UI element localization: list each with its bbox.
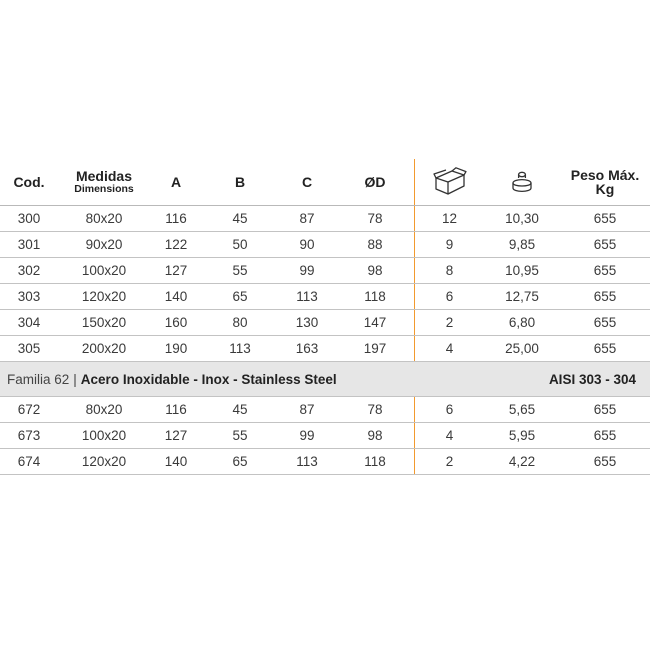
rows-group-b (0, 397, 650, 475)
cell-od: 118 (364, 454, 386, 469)
cell-medidas: 100x20 (81, 428, 127, 443)
cell-b: 45 (232, 211, 248, 226)
col-units (414, 159, 484, 205)
cell-medidas: 100x20 (81, 263, 127, 278)
cell-cod: 303 (17, 289, 41, 304)
cell-units: 9 (414, 232, 484, 257)
cell-cod: 305 (17, 341, 41, 356)
cell-a: 160 (164, 315, 188, 330)
cell-od: 88 (367, 237, 383, 252)
cell-a: 116 (165, 211, 187, 226)
cell-od: 147 (363, 315, 387, 330)
family-material: Acero Inoxidable - Inox - Stainless Steel (80, 371, 337, 387)
cell-medidas: 200x20 (81, 341, 127, 356)
cell-peso: 655 (593, 454, 617, 469)
cell-od: 98 (367, 428, 383, 443)
cell-weight: 6,80 (508, 315, 536, 330)
cell-a: 116 (165, 402, 187, 417)
col-c: C (301, 174, 313, 190)
cell-units: 4 (414, 423, 484, 448)
cell-weight: 4,22 (508, 454, 536, 469)
col-peso: Peso Máx. Kg (570, 167, 640, 197)
cell-peso: 655 (593, 402, 617, 417)
cell-c: 130 (295, 315, 319, 330)
cell-medidas: 120x20 (81, 289, 127, 304)
col-medidas (58, 169, 150, 195)
cell-b: 113 (229, 341, 251, 356)
cell-b: 80 (232, 315, 248, 330)
cell-peso: 655 (593, 428, 617, 443)
cell-peso: 655 (593, 237, 617, 252)
cell-c: 99 (299, 263, 315, 278)
cell-cod: 302 (17, 263, 41, 278)
cell-cod: 674 (17, 454, 41, 469)
cell-a: 122 (164, 237, 188, 252)
cell-od: 78 (367, 402, 383, 417)
table-row (0, 258, 650, 284)
cell-b: 45 (232, 402, 248, 417)
cell-c: 87 (299, 402, 315, 417)
col-cod: Cod. (13, 174, 45, 190)
col-od: ØD (364, 174, 386, 190)
cell-units: 2 (414, 449, 484, 474)
cell-peso: 655 (593, 263, 617, 278)
cell-medidas: 90x20 (85, 237, 123, 252)
cell-weight: 5,65 (508, 402, 536, 417)
cell-a: 190 (164, 341, 188, 356)
cell-units: 6 (414, 397, 484, 422)
family-info (7, 372, 337, 387)
cell-cod: 672 (17, 402, 41, 417)
cell-medidas: 80x20 (85, 402, 123, 417)
cell-medidas: 120x20 (81, 454, 127, 469)
cell-units: 4 (414, 336, 484, 361)
table-row (0, 284, 650, 310)
cell-weight: 25,00 (505, 341, 539, 356)
col-dimensions-label: Dimensions (74, 183, 134, 195)
cell-weight: 10,30 (505, 211, 539, 226)
cell-units: 12 (414, 206, 484, 231)
box-icon (433, 167, 467, 197)
table-header (0, 159, 650, 206)
cell-weight: 12,75 (505, 289, 539, 304)
cell-c: 113 (296, 289, 318, 304)
cell-od: 118 (364, 289, 386, 304)
cell-cod: 673 (17, 428, 41, 443)
cell-medidas: 150x20 (81, 315, 127, 330)
cell-c: 90 (299, 237, 315, 252)
table-row (0, 206, 650, 232)
col-b: B (234, 174, 246, 190)
cell-od: 78 (367, 211, 383, 226)
family-grade: AISI 303 - 304 (548, 371, 636, 387)
table-row (0, 310, 650, 336)
cell-c: 87 (299, 211, 315, 226)
cell-units: 8 (414, 258, 484, 283)
cell-a: 127 (164, 428, 188, 443)
cell-cod: 301 (17, 237, 41, 252)
cell-b: 55 (232, 428, 248, 443)
cell-c: 99 (299, 428, 315, 443)
family-band (0, 362, 650, 397)
cell-weight: 5,95 (508, 428, 536, 443)
table-row (0, 232, 650, 258)
cell-c: 113 (296, 454, 318, 469)
weight-icon (509, 169, 535, 195)
rows-group-a (0, 206, 650, 362)
table-row (0, 449, 650, 475)
cell-a: 127 (164, 263, 188, 278)
cell-a: 140 (164, 454, 188, 469)
cell-od: 197 (363, 341, 387, 356)
cell-units: 6 (414, 284, 484, 309)
cell-od: 98 (367, 263, 383, 278)
cell-peso: 655 (593, 289, 617, 304)
cell-c: 163 (295, 341, 319, 356)
cell-peso: 655 (593, 341, 617, 356)
cell-peso: 655 (593, 211, 617, 226)
cell-weight: 10,95 (505, 263, 539, 278)
table-row (0, 423, 650, 449)
family-separator: | (73, 371, 77, 387)
cell-peso: 655 (593, 315, 617, 330)
col-a: A (170, 174, 182, 190)
table-row (0, 397, 650, 423)
cell-b: 50 (232, 237, 248, 252)
cell-cod: 300 (17, 211, 41, 226)
table-row (0, 336, 650, 362)
cell-units: 2 (414, 310, 484, 335)
cell-b: 65 (232, 289, 248, 304)
family-label: Familia 62 (7, 371, 70, 387)
cell-b: 65 (232, 454, 248, 469)
cell-b: 55 (232, 263, 248, 278)
cell-weight: 9,85 (508, 237, 536, 252)
product-table (0, 159, 650, 475)
cell-cod: 304 (17, 315, 41, 330)
col-weight (484, 159, 560, 205)
cell-medidas: 80x20 (85, 211, 123, 226)
cell-a: 140 (164, 289, 188, 304)
col-medidas-label: Medidas (75, 168, 132, 184)
